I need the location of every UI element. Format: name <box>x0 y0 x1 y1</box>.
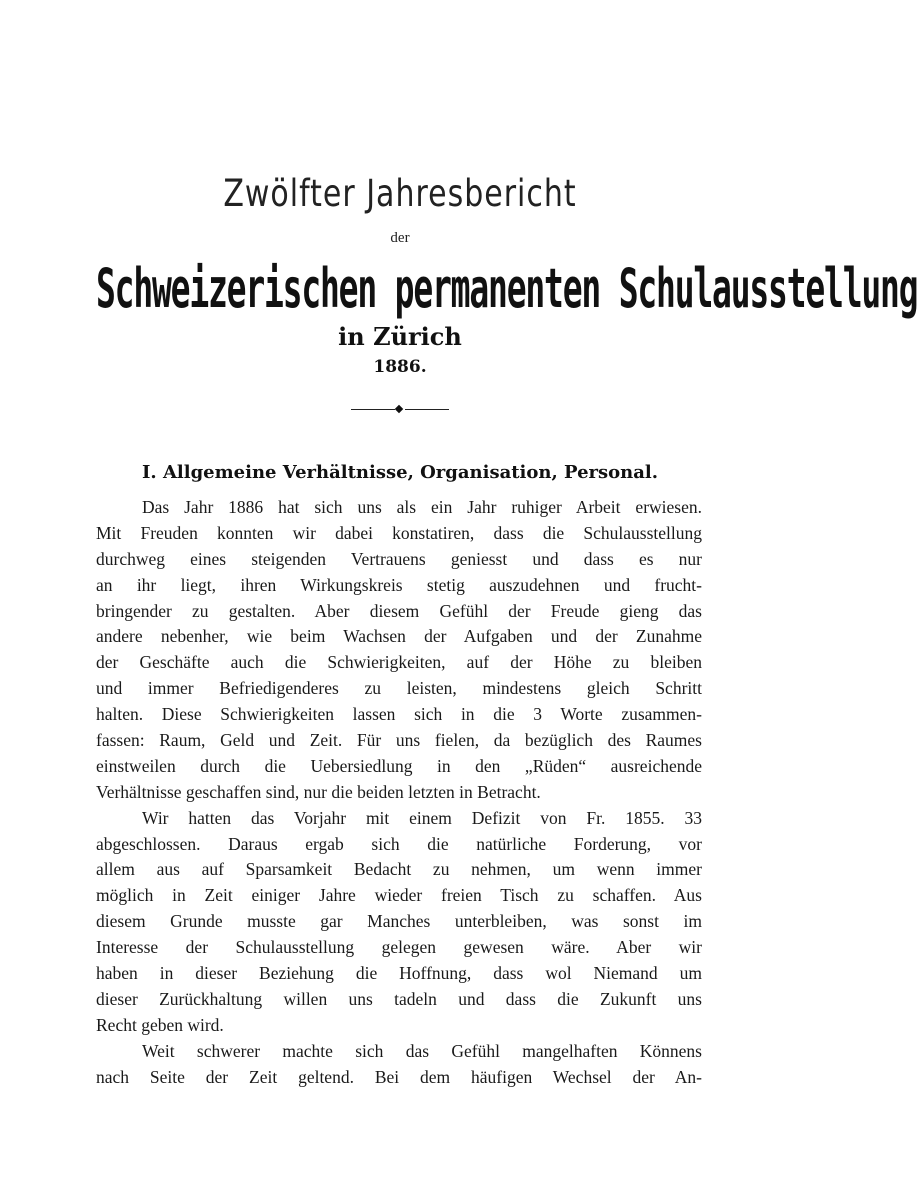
text-line: halten. Diese Schwierigkeiten lassen sich in die 3 Worte zusammen- <box>96 704 702 725</box>
text-line: dieser Zurückhaltung willen uns tadeln und dass die Zukunft uns <box>96 988 702 1009</box>
text-line: allem aus auf Sparsamkeit Bedacht zu nehmen, um wenn immer <box>96 859 702 880</box>
text-line: Mit Freuden konnten wir dabei konstatiren, dass die Schulausstellung <box>96 522 702 543</box>
text-line: durchweg eines steigenden Vertrauens geniesst und dass es nur <box>96 548 702 569</box>
section-heading: I. Allgemeine Verhältnisse, Organisation, Personal. <box>142 462 658 483</box>
title-connector: der <box>390 230 410 246</box>
text-line: Das Jahr 1886 hat sich uns als ein Jahr ruhiger Arbeit erwiesen. <box>142 497 702 517</box>
ornament-line-left <box>351 409 395 410</box>
title-city: in Zürich <box>338 322 462 351</box>
ornament-divider <box>351 409 449 411</box>
text-line: diesem Grunde musste gar Manches unterbleiben, was sonst im <box>96 911 702 932</box>
text-line: und immer Befriedigenderes zu leisten, mindestens gleich Schritt <box>96 678 702 699</box>
text-line: nach Seite der Zeit geltend. Bei dem häufigen Wechsel der An- <box>96 1066 702 1087</box>
ornament-diamond-icon <box>395 405 403 413</box>
report-title: Zwölfter Jahresbericht <box>223 172 577 216</box>
text-line: Interesse der Schulausstellung gelegen gewesen wäre. Aber wir <box>96 937 702 958</box>
text-line: bringender zu gestalten. Aber diesem Gefühl der Freude gieng das <box>96 600 702 621</box>
text-line: fassen: Raum, Geld und Zeit. Für uns fielen, da bezüglich des Raumes <box>96 730 702 751</box>
ornament-line-right <box>405 409 449 410</box>
text-line: Recht geben wird. <box>96 1014 224 1035</box>
text-line: der Geschäfte auch die Schwierigkeiten, auf der Höhe zu bleiben <box>96 652 702 673</box>
institution-name: Schweizerischen permanenten Schulausstellung <box>96 256 917 321</box>
text-line: an ihr liegt, ihren Wirkungskreis stetig auszudehnen und frucht- <box>96 574 702 595</box>
text-line: Wir hatten das Vorjahr mit einem Defizit von Fr. 1855. 33 <box>142 807 702 828</box>
body-text <box>96 495 702 1090</box>
title-year: 1886. <box>373 357 427 377</box>
text-line: abgeschlossen. Daraus ergab sich die natürliche Forderung, vor <box>96 833 702 854</box>
text-line: andere nebenher, wie beim Wachsen der Aufgaben und der Zunahme <box>96 626 702 647</box>
text-line: haben in dieser Beziehung die Hoffnung, dass wol Niemand um <box>96 963 702 984</box>
text-line: möglich in Zeit einiger Jahre wieder freien Tisch zu schaffen. Aus <box>96 885 702 906</box>
text-line: Verhältnisse geschaffen sind, nur die beiden letzten in Betracht. <box>96 781 541 802</box>
text-line: Weit schwerer machte sich das Gefühl mangelhaften Könnens <box>142 1040 702 1061</box>
text-line: einstweilen durch die Uebersiedlung in den „Rüden“ ausreichende <box>96 755 702 776</box>
